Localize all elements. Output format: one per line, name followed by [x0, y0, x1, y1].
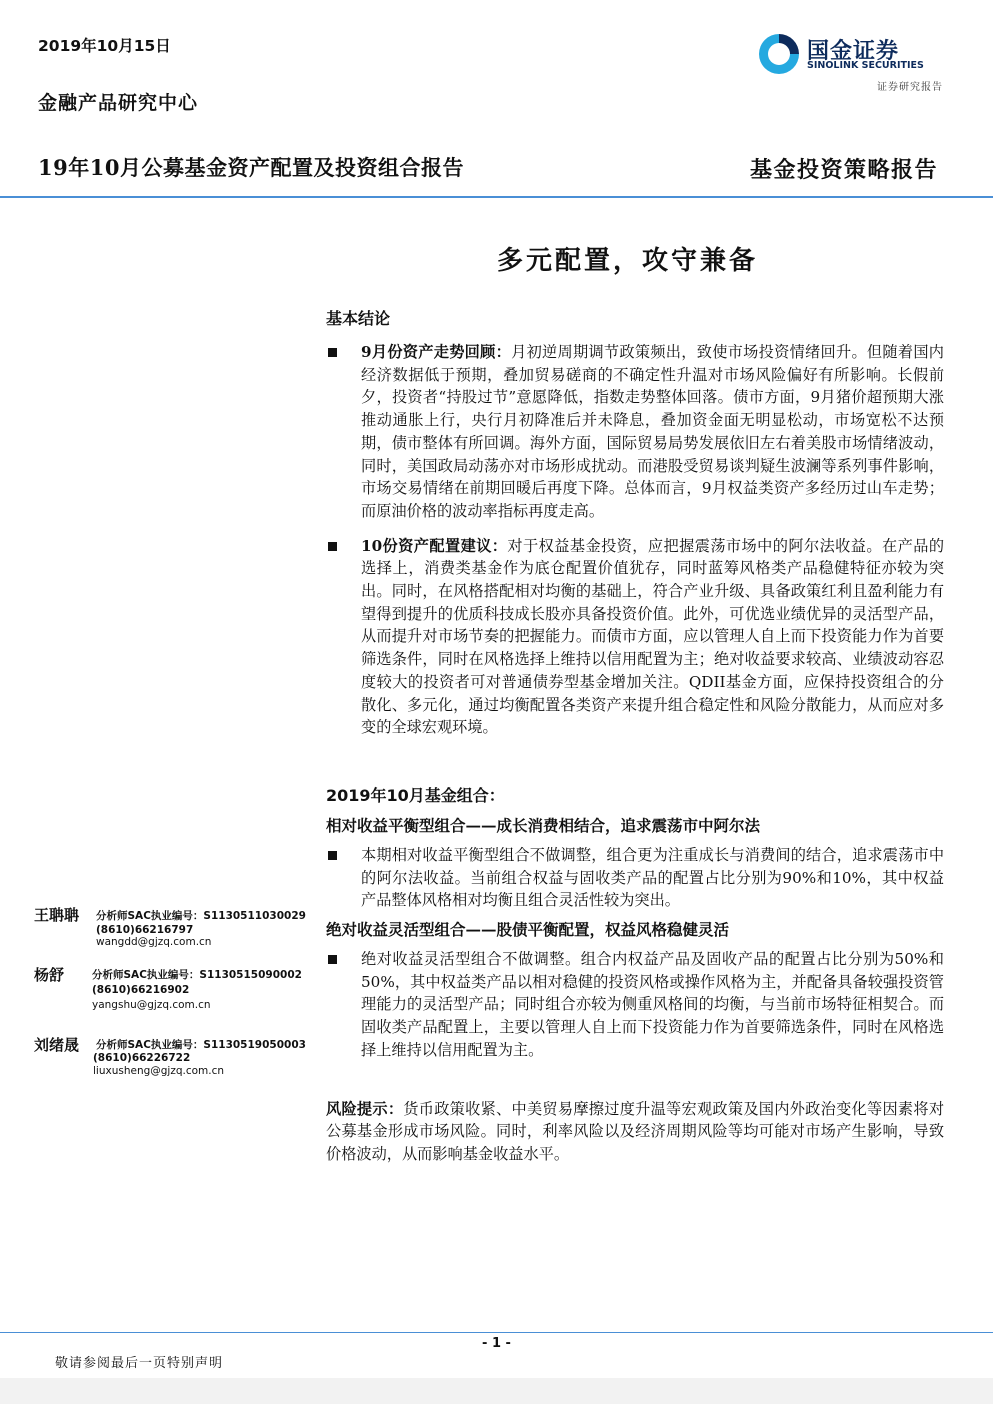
page-number: - 1 -	[482, 1336, 511, 1351]
analyst-phone: (8610)66216797	[96, 924, 194, 936]
analyst-email[interactable]: wangdd@gjzq.com.cn	[96, 936, 212, 948]
logo-subtitle: 证券研究报告	[877, 82, 943, 93]
footer-disclaimer: 敬请参阅最后一页特别声明	[55, 1356, 224, 1371]
bullet-lead: 9月份资产走势回顾：	[361, 343, 512, 361]
risk-warning	[326, 1098, 944, 1166]
bullet-text: 月初逆周期调节政策频出，致使市场投资情绪回升。但随着国内经济数据低于预期，叠加贸易磋商的不确定性升温对市场风险偏好有所影响。长假前夕，投资者“持股过节”意愿降低，指数走势整体回落。债市方面，9月猪价超预期大涨推动通胀上行，央行月初降准后并未降息，叠加资金面无明显松动，市场宽松不达预期，债市整体有所回调。海外方面，国际贸易局势发展依旧左右着美股市场情绪波动，同时，美国政局动荡亦对市场形成扰动。而港股受贸易谈判疑生波澜等系列事件影响，市场交易情绪在前期回暖后再度下降。总体而言，9月权益类资产多经历过山车走势；而原油价格的波动率指标再度走高。	[361, 343, 944, 520]
sinolink-logo-icon	[757, 32, 801, 76]
bullet-text: 绝对收益灵活型组合不做调整。组合内权益产品及固收产品的配置占比分别为50%和50%，其中权益类产品以相对稳健的投资风格或操作风格为主，并配备具备较强投资管理能力的灵活型产品；同时组合亦较为侧重风格间的均衡，与当前市场特征相契合。而固收类产品配置上，主要以管理人自上而下投资能力作为首要筛选条件，同时在风格选择上维持以信用配置为主。	[361, 950, 944, 1059]
analyst-phone: (8610)66226722	[93, 1052, 191, 1064]
square-bullet-icon	[328, 851, 337, 860]
analyst-cert: 分析师SAC执业编号：S1130515090002	[92, 969, 302, 981]
bullet-review	[326, 341, 944, 523]
report-type: 基金投资策略报告	[749, 157, 938, 183]
report-date: 2019年10月15日	[38, 37, 171, 55]
analyst-email[interactable]: yangshu@gjzq.com.cn	[92, 999, 211, 1011]
portfolio-subtitle-absolute: 绝对收益灵活型组合——股债平衡配置，权益风格稳健灵活	[326, 920, 730, 940]
research-center-name: 金融产品研究中心	[38, 92, 199, 114]
section-title-basic: 基本结论	[326, 309, 391, 328]
bullet-text: 对于权益基金投资，应把握震荡市场中的阿尔法收益。在产品的选择上，消费类基金作为底仓配置价值犹存，同时蓝筹风格类产品稳健特征亦较为突出。同时，在风格搭配相对均衡的基础上，符合产业升级、具备政策红利且盈利能力有望得到提升的优质科技成长股亦具备投资价值。此外，可优选业绩优异的灵活型产品，从而提升对市场节奏的把握能力。而债市方面，应以管理人自上而下投资能力作为首要筛选条件，同时在风格选择上维持以信用配置为主；绝对收益要求较高、业绩波动容忍度较大的投资者可对普通债券型基金增加关注。QDII基金方面，应保持投资组合的分散化、多元化，通过均衡配置各类资产来提升组合稳定性和风险分散能力，从而应对多变的全球宏观环境。	[361, 536, 945, 737]
footer-divider	[0, 1332, 993, 1333]
header-divider	[0, 196, 993, 198]
section-title-portfolio: 2019年10月基金组合：	[326, 785, 505, 805]
analyst-email[interactable]: liuxusheng@gjzq.com.cn	[93, 1065, 225, 1077]
analyst-name: 杨舒	[34, 966, 65, 984]
risk-text: 货币政策收紧、中美贸易摩擦过度升温等宏观政策及国内外政治变化等因素将对公募基金形成市场风险。同时，利率风险以及经济周期风险等均可能对市场产生影响，导致价格波动，从而影响基金收益水平。	[326, 1099, 945, 1163]
bullet-lead: 10份资产配置建议：	[361, 536, 508, 555]
logo-english-name: SINOLINK SECURITIES	[807, 60, 924, 71]
report-title: 19年10月公募基金资产配置及投资组合报告	[38, 155, 464, 180]
analyst-name: 王聃聃	[34, 906, 80, 924]
square-bullet-icon	[328, 348, 337, 357]
bullet-absolute-portfolio	[326, 948, 944, 1062]
logo-chinese-name: 国金证券	[807, 39, 900, 64]
bullet-relative-portfolio	[326, 844, 944, 912]
square-bullet-icon	[328, 955, 337, 964]
footer-band	[0, 1378, 993, 1404]
analyst-cert: 分析师SAC执业编号：S1130511030029	[96, 910, 306, 922]
bullet-text: 本期相对收益平衡型组合不做调整，组合更为注重成长与消费间的结合，追求震荡市中的阿尔法收益。当前组合权益与固收类产品的配置占比分别为90%和10%，其中权益产品整体风格相对均衡且组合灵活性较为突出。	[361, 845, 944, 910]
portfolio-subtitle-relative: 相对收益平衡型组合——成长消费相结合，追求震荡市中阿尔法	[326, 815, 761, 835]
company-logo	[757, 30, 947, 78]
bullet-allocation	[326, 535, 944, 739]
square-bullet-icon	[328, 542, 337, 551]
main-content	[326, 306, 944, 1166]
headline: 多元配置，攻守兼备	[497, 246, 759, 276]
risk-lead: 风险提示：	[326, 1099, 404, 1118]
analyst-name: 刘绪晟	[34, 1036, 80, 1054]
analyst-phone: (8610)66216902	[92, 984, 190, 996]
analyst-cert: 分析师SAC执业编号：S1130519050003	[96, 1039, 306, 1051]
